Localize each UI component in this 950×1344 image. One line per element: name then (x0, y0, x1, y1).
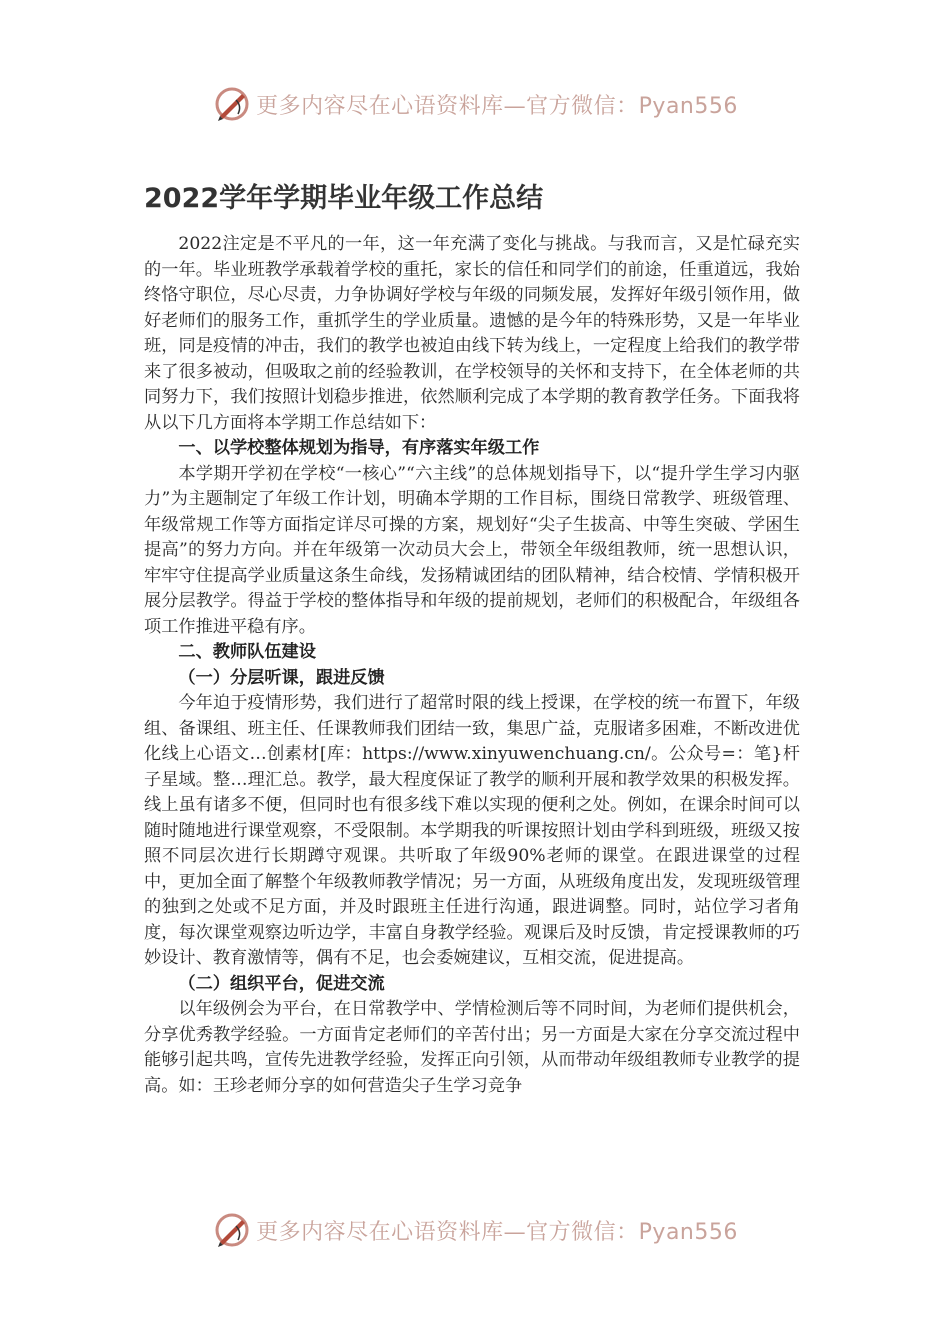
banner-text: 更多内容尽在心语资料库—官方微信：Pyan556 (256, 1219, 738, 1245)
pen-logo-icon (212, 84, 252, 124)
wechat-id: Pyan556 (638, 93, 738, 119)
wechat-id: Pyan556 (638, 1219, 738, 1245)
banner-inner (212, 84, 738, 124)
subsection-heading-2-1: （一）分层听课，跟进反馈 (178, 667, 385, 688)
section-heading-1: 一、以学校整体规划为指导，有序落实年级工作 (178, 438, 540, 458)
section-heading-2: 二、教师队伍建设 (178, 642, 316, 662)
document-title: 2022学年学期毕业年级工作总结 (144, 183, 544, 214)
paragraph-section-1: 本学期开学初在学校“一核心”“六主线”的总体规划指导下，以“提升学生学习内驱力”为主题制定了年级工作计划，明确本学期的工作目标，围绕日常教学、班级管理、年级常规工作等方面指定详尽可操的方案，规划好“尖子生拔高、中等生突破、学困生提高”的努力方向。并在年级第一次动员大会上，带领全年级组教师，统一思想认识，牢牢守住提高学业质量这条生命线，发扬精诚团结的团队精神，结合校情、学情积极开展分层教学。得益于学校的整体指导和年级的提前规划，老师们的积极配合，年级组各项工作推进平稳有序。 (144, 463, 800, 637)
paragraph-subsection-2-2: 以年级例会为平台，在日常教学中、学情检测后等不同时间，为老师们提供机会，分享优秀教学经验。一方面肯定老师们的辛苦付出；另一方面是大家在分享交流过程中能够引起共鸣，宣传先进教学经验，发挥正向引领，从而带动年级组教师专业教学的提高。如：王珍老师分享的如何营造尖子生学习竞争 (144, 999, 800, 1096)
banner-inner (212, 1210, 738, 1250)
banner-text: 更多内容尽在心语资料库—官方微信：Pyan556 (256, 93, 738, 119)
paragraph-subsection-2-1: 今年迫于疫情形势，我们进行了超常时限的线上授课，在学校的统一布置下，年级组、备课组、班主任、任课教师我们团结一致，集思广益，克服诸多困难，不断改进优化线上心语文…创素材[库：https://www.xinyuwenchuang.cn/。公众号=：笔}杆子星域。整…理汇总。教学，最大程度保证了教学的顺利开展和教学效果的积极发挥。线上虽有诸多不便，但同时也有很多线下难以实现的便利之处。例如，在课余时间可以随时随地进行课堂观察，不受限制。本学期我的听课按照计划由学科到班级，班级又按照不同层次进行长期蹲守观课。共听取了年级90%老师的课堂。在跟进课堂的过程中，更加全面了解整个年级教师教学情况；另一方面，从班级角度出发，发现班级管理的独到之处或不足方面，并及时跟班主任进行沟通，跟进调整。同时，站位学习者角度，每次课堂观察边听边学，丰富自身教学经验。观课后及时反馈，肯定授课教师的巧妙设计、教育激情等，偶有不足，也会委婉建议，互相交流，促进提高。 (144, 693, 800, 968)
footer-banner (0, 1208, 950, 1252)
document-body (144, 232, 800, 1099)
header-banner (0, 82, 950, 126)
pen-logo-icon (212, 1210, 252, 1250)
paragraph-intro: 2022注定是不平凡的一年，这一年充满了变化与挑战。与我而言，又是忙碌充实的一年。毕业班教学承载着学校的重托，家长的信任和同学们的前途，任重道远，我始终恪守职位，尽心尽责，力争协调好学校与年级的同频发展，发挥好年级引领作用，做好老师们的服务工作，重抓学生的学业质量。遗憾的是今年的特殊形势，又是一年毕业班，同是疫情的冲击，我们的教学也被迫由线下转为线上，一定程度上给我们的教学带来了很多被动，但吸取之前的经验教训，在学校领导的关怀和支持下，在全体老师的共同努力下，我们按照计划稳步推进，依然顺利完成了本学期的教育教学任务。下面我将从以下几方面将本学期工作总结如下： (144, 234, 800, 433)
subsection-heading-2-2: （二）组织平台，促进交流 (178, 973, 385, 994)
